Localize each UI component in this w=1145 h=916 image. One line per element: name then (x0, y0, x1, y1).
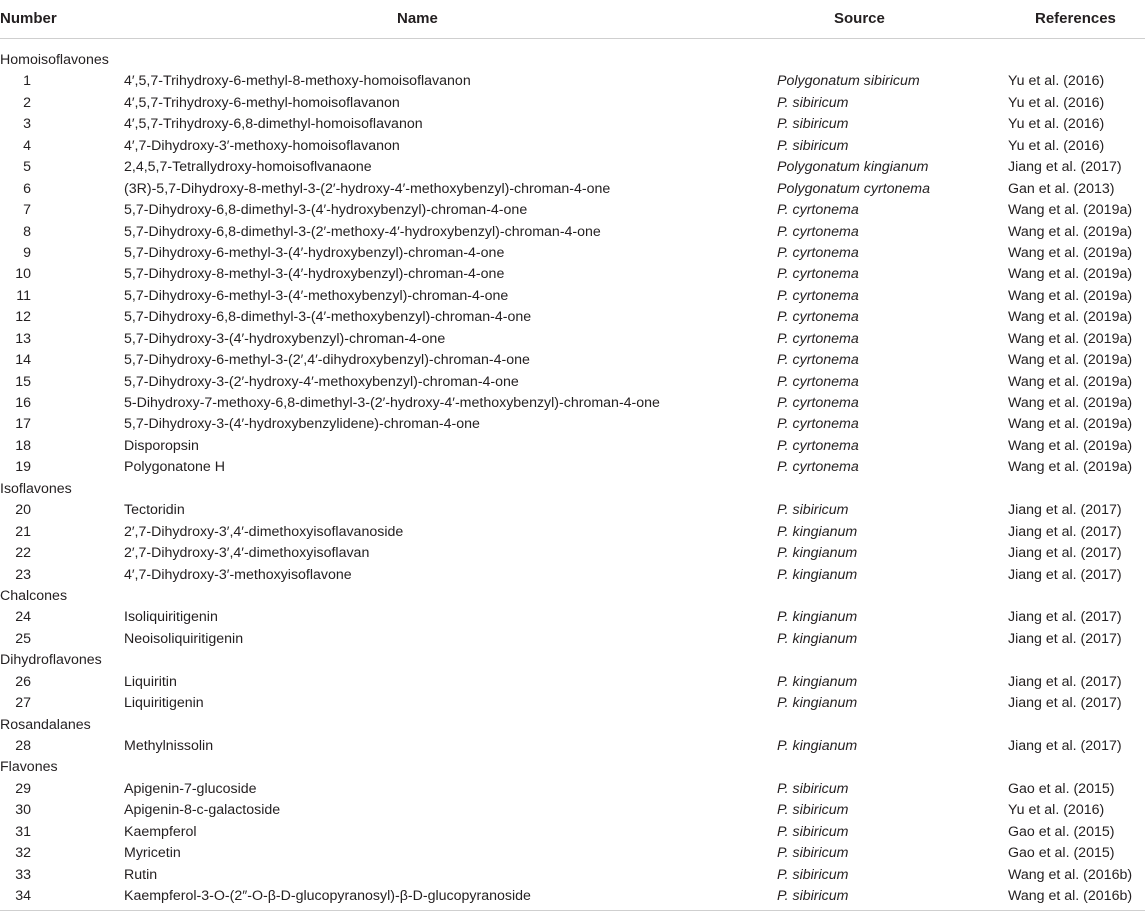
cell-source: P. kingianum (777, 523, 858, 540)
cell-source: P. cyrtonema (777, 352, 859, 369)
cell-reference: Jiang et al. (2017) (1008, 159, 1122, 176)
cell-source: P. cyrtonema (777, 459, 859, 476)
table-row (0, 307, 1145, 328)
table-row (0, 500, 1145, 521)
table-row (0, 414, 1145, 435)
cell-reference: Wang et al. (2019a) (1008, 244, 1133, 261)
group-label: Isoflavones (0, 480, 72, 497)
cell-reference: Wang et al. (2019a) (1008, 266, 1133, 283)
cell-source: P. kingianum (777, 738, 858, 754)
cell-source: P. sibiricum (777, 94, 849, 111)
cell-name: Polygonatone H (124, 459, 225, 476)
header-source: Source (834, 10, 885, 27)
cell-source: P. kingianum (777, 566, 858, 583)
cell-number: 23 (15, 566, 31, 583)
table-row (0, 372, 1145, 393)
cell-number: 28 (15, 738, 31, 754)
cell-reference: Jiang et al. (2017) (1008, 630, 1122, 647)
cell-reference: Wang et al. (2019a) (1008, 373, 1133, 390)
cell-name: Neoisoliquiritigenin (124, 630, 244, 647)
cell-reference: Wang et al. (2016b) (1008, 888, 1133, 905)
cell-source: P. cyrtonema (777, 287, 859, 304)
cell-source: P. kingianum (777, 630, 858, 647)
cell-reference: Yu et al. (2016) (1008, 116, 1105, 133)
cell-number: 7 (23, 202, 31, 219)
table-row (0, 886, 1145, 907)
cell-reference: Yu et al. (2016) (1008, 802, 1105, 819)
cell-source: P. sibiricum (777, 888, 849, 905)
group-row (0, 757, 1145, 778)
table-row (0, 736, 1145, 757)
cell-source: Polygonatum kingianum (777, 159, 929, 176)
table-row (0, 457, 1145, 478)
cell-name: Liquiritigenin (124, 695, 204, 712)
cell-source: P. cyrtonema (777, 223, 859, 240)
group-label: Dihydroflavones (0, 652, 102, 669)
cell-number: 9 (23, 244, 31, 261)
cell-reference: Gao et al. (2015) (1008, 823, 1115, 840)
cell-source: P. sibiricum (777, 137, 849, 154)
cell-reference: Yu et al. (2016) (1008, 94, 1105, 111)
cell-number: 24 (15, 609, 31, 626)
cell-name: 5,7-Dihydroxy-3-(4′-hydroxybenzylidene)-chroman-4-one (124, 416, 480, 433)
cell-name: 4′,5,7-Trihydroxy-6-methyl-homoisoflavanon (124, 94, 400, 111)
cell-number: 10 (15, 266, 31, 283)
cell-reference: Jiang et al. (2017) (1008, 673, 1122, 690)
cell-source: P. cyrtonema (777, 416, 859, 433)
table-row (0, 843, 1145, 864)
cell-name: 5,7-Dihydroxy-6-methyl-3-(4′-methoxybenzyl)-chroman-4-one (124, 287, 509, 304)
group-row (0, 650, 1145, 671)
table-row (0, 179, 1145, 200)
cell-number: 18 (15, 437, 31, 454)
cell-name: 5,7-Dihydroxy-6,8-dimethyl-3-(2′-methoxy-4′-hydroxybenzyl)-chroman-4-one (124, 223, 601, 240)
cell-number: 27 (15, 695, 31, 712)
table-row (0, 565, 1145, 586)
cell-source: P. kingianum (777, 609, 858, 626)
table-row (0, 865, 1145, 886)
cell-name: 4′,5,7-Trihydroxy-6-methyl-8-methoxy-homoisoflavanon (124, 73, 471, 90)
table-body (0, 39, 1145, 908)
table-row (0, 350, 1145, 371)
table-row (0, 822, 1145, 843)
table-row (0, 286, 1145, 307)
cell-source: P. kingianum (777, 673, 858, 690)
cell-reference: Wang et al. (2016b) (1008, 866, 1133, 883)
cell-source: P. sibiricum (777, 866, 849, 883)
header-name: Name (397, 10, 438, 27)
cell-source: P. cyrtonema (777, 202, 859, 219)
cell-number: 1 (23, 73, 31, 90)
cell-number: 34 (15, 888, 31, 905)
cell-name: 2′,7-Dihydroxy-3′,4′-dimethoxyisoflavan (124, 545, 370, 562)
cell-number: 13 (15, 330, 31, 347)
cell-reference: Wang et al. (2019a) (1008, 395, 1133, 411)
cell-reference: Wang et al. (2019a) (1008, 437, 1133, 454)
cell-number: 31 (15, 823, 31, 840)
cell-source: P. cyrtonema (777, 437, 859, 454)
cell-reference: Wang et al. (2019a) (1008, 202, 1133, 219)
table-row (0, 543, 1145, 564)
group-label: Flavones (0, 759, 58, 776)
cell-name: (3R)-5,7-Dihydroxy-8-methyl-3-(2′-hydroxy-4′-methoxybenzyl)-chroman-4-one (124, 180, 611, 197)
cell-reference: Yu et al. (2016) (1008, 137, 1105, 154)
cell-number: 19 (15, 459, 31, 476)
table-row (0, 114, 1145, 135)
table-row (0, 436, 1145, 457)
table-bottom-rule (0, 910, 1145, 911)
cell-number: 6 (23, 180, 31, 197)
cell-reference: Wang et al. (2019a) (1008, 352, 1133, 369)
cell-number: 20 (15, 502, 31, 519)
cell-source: P. sibiricum (777, 845, 849, 862)
cell-name: 5,7-Dihydroxy-3-(4′-hydroxybenzyl)-chroman-4-one (124, 330, 446, 347)
cell-source: Polygonatum cyrtonema (777, 180, 930, 197)
cell-name: 4′,5,7-Trihydroxy-6,8-dimethyl-homoisoflavanon (124, 116, 423, 133)
cell-name: Liquiritin (124, 673, 177, 690)
cell-reference: Jiang et al. (2017) (1008, 738, 1122, 754)
cell-number: 30 (15, 802, 31, 819)
header-references: References (1035, 10, 1116, 27)
group-row (0, 50, 1145, 71)
cell-number: 32 (15, 845, 31, 862)
table-row (0, 71, 1145, 92)
cell-source: Polygonatum sibiricum (777, 73, 920, 90)
cell-name: Kaempferol (124, 823, 197, 840)
table-row (0, 800, 1145, 821)
cell-name: 5,7-Dihydroxy-6-methyl-3-(2′,4′-dihydroxybenzyl)-chroman-4-one (124, 352, 530, 369)
cell-number: 29 (15, 780, 31, 797)
cell-reference: Wang et al. (2019a) (1008, 330, 1133, 347)
cell-reference: Jiang et al. (2017) (1008, 523, 1122, 540)
cell-number: 12 (15, 309, 31, 326)
cell-source: P. sibiricum (777, 116, 849, 133)
cell-source: P. kingianum (777, 695, 858, 712)
table-row (0, 136, 1145, 157)
cell-reference: Gan et al. (2013) (1008, 180, 1115, 197)
cell-source: P. cyrtonema (777, 309, 859, 326)
cell-source: P. cyrtonema (777, 244, 859, 261)
cell-reference: Jiang et al. (2017) (1008, 695, 1122, 712)
cell-number: 8 (23, 223, 31, 240)
cell-reference: Yu et al. (2016) (1008, 73, 1105, 90)
cell-number: 4 (23, 137, 31, 154)
cell-name: Apigenin-8-c-galactoside (124, 802, 281, 819)
table-row (0, 607, 1145, 628)
cell-reference: Gao et al. (2015) (1008, 845, 1115, 862)
cell-reference: Wang et al. (2019a) (1008, 223, 1133, 240)
cell-name: Rutin (124, 866, 158, 883)
cell-number: 33 (15, 866, 31, 883)
cell-reference: Wang et al. (2019a) (1008, 287, 1133, 304)
table-row (0, 200, 1145, 221)
cell-name: Apigenin-7-glucoside (124, 780, 257, 797)
cell-name: Methylnissolin (124, 738, 214, 754)
cell-name: 4′,7-Dihydroxy-3′-methoxyisoflavone (124, 566, 352, 583)
table-row (0, 329, 1145, 350)
cell-name: Kaempferol-3-O-(2″-O-β-D-glucopyranosyl)-β-D-glucopyranoside (124, 888, 531, 905)
cell-name: Disporopsin (124, 437, 199, 454)
cell-source: P. kingianum (777, 545, 858, 562)
table-row (0, 629, 1145, 650)
table-row (0, 393, 1145, 414)
cell-name: 5,7-Dihydroxy-6-methyl-3-(4′-hydroxybenzyl)-chroman-4-one (124, 244, 505, 261)
cell-name: 2′,7-Dihydroxy-3′,4′-dimethoxyisoflavanoside (124, 523, 404, 540)
table-row (0, 693, 1145, 714)
group-row (0, 586, 1145, 607)
cell-number: 15 (15, 373, 31, 390)
table-row (0, 93, 1145, 114)
cell-number: 5 (23, 159, 31, 176)
cell-number: 22 (15, 545, 31, 562)
table-row (0, 157, 1145, 178)
cell-number: 2 (23, 94, 31, 111)
cell-reference: Wang et al. (2019a) (1008, 309, 1133, 326)
cell-name: 5,7-Dihydroxy-6,8-dimethyl-3-(4′-hydroxybenzyl)-chroman-4-one (124, 202, 528, 219)
cell-name: 5,7-Dihydroxy-8-methyl-3-(4′-hydroxybenzyl)-chroman-4-one (124, 266, 505, 283)
table-row (0, 222, 1145, 243)
cell-number: 14 (15, 352, 31, 369)
table-row (0, 264, 1145, 285)
cell-source: P. cyrtonema (777, 395, 859, 411)
group-row (0, 715, 1145, 736)
cell-name: 4′,7-Dihydroxy-3′-methoxy-homoisoflavanon (124, 137, 400, 154)
table-row (0, 672, 1145, 693)
group-label: Homoisoflavones (0, 52, 109, 68)
cell-number: 17 (15, 416, 31, 433)
cell-reference: Jiang et al. (2017) (1008, 502, 1122, 519)
cell-name: 5,7-Dihydroxy-3-(2′-hydroxy-4′-methoxybenzyl)-chroman-4-one (124, 373, 519, 390)
cell-number: 3 (23, 116, 31, 133)
cell-reference: Jiang et al. (2017) (1008, 609, 1122, 626)
table-header (0, 0, 1145, 39)
cell-source: P. sibiricum (777, 502, 849, 519)
table-row (0, 522, 1145, 543)
cell-reference: Wang et al. (2019a) (1008, 416, 1133, 433)
cell-reference: Jiang et al. (2017) (1008, 545, 1122, 562)
cell-reference: Jiang et al. (2017) (1008, 566, 1122, 583)
header-number: Number (0, 10, 57, 27)
cell-reference: Gao et al. (2015) (1008, 780, 1115, 797)
cell-source: P. sibiricum (777, 802, 849, 819)
group-label: Chalcones (0, 587, 68, 604)
cell-source: P. cyrtonema (777, 266, 859, 283)
cell-name: Isoliquiritigenin (124, 609, 218, 626)
cell-source: P. cyrtonema (777, 330, 859, 347)
cell-name: 5,7-Dihydroxy-6,8-dimethyl-3-(4′-methoxybenzyl)-chroman-4-one (124, 309, 532, 326)
cell-name: 5-Dihydroxy-7-methoxy-6,8-dimethyl-3-(2′-hydroxy-4′-methoxybenzyl)-chroman-4-one (124, 395, 660, 411)
cell-number: 16 (15, 395, 31, 411)
cell-name: Myricetin (124, 845, 181, 862)
cell-source: P. sibiricum (777, 823, 849, 840)
cell-name: 2,4,5,7-Tetrallydroxy-homoisoflvanaone (124, 159, 372, 176)
table-row (0, 243, 1145, 264)
group-row (0, 479, 1145, 500)
cell-number: 26 (15, 673, 31, 690)
cell-reference: Wang et al. (2019a) (1008, 459, 1133, 476)
group-label: Rosandalanes (0, 716, 91, 733)
cell-number: 11 (16, 287, 31, 304)
cell-source: P. cyrtonema (777, 373, 859, 390)
cell-number: 25 (15, 630, 31, 647)
cell-source: P. sibiricum (777, 780, 849, 797)
cell-number: 21 (15, 523, 31, 540)
table-row (0, 779, 1145, 800)
cell-name: Tectoridin (124, 502, 185, 519)
